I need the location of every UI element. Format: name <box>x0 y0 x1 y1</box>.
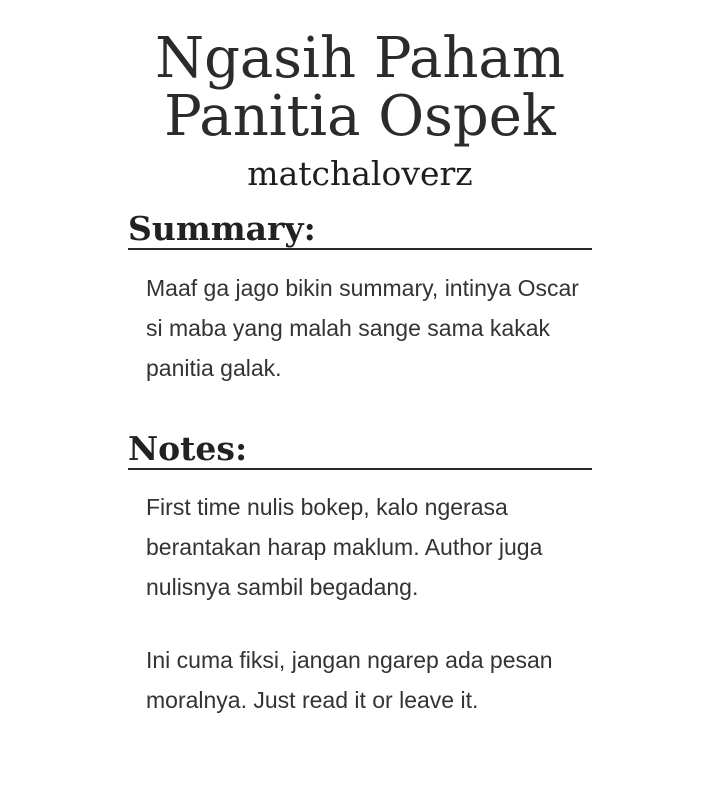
notes-paragraph-2: Ini cuma fiksi, jangan ngarep ada pesan moralnya. Just read it or leave it. <box>146 647 553 713</box>
work-header <box>128 0 592 720</box>
title-line-1: Ngasih Paham <box>155 26 565 91</box>
summary-heading: Summary: <box>128 210 592 250</box>
summary-block <box>128 268 592 388</box>
notes-heading: Notes: <box>128 430 592 470</box>
summary-text: Maaf ga jago bikin summary, intinya Oscar si maba yang malah sange sama kakak panitia galak. <box>146 275 579 381</box>
author-name[interactable]: matchaloverz <box>247 154 473 193</box>
title-line-2: Panitia Ospek <box>164 84 556 149</box>
work-title <box>128 0 592 149</box>
notes-block <box>128 487 592 720</box>
notes-paragraph-1: First time nulis bokep, kalo ngerasa berantakan harap maklum. Author juga nulisnya sambil begadang. <box>146 494 543 600</box>
